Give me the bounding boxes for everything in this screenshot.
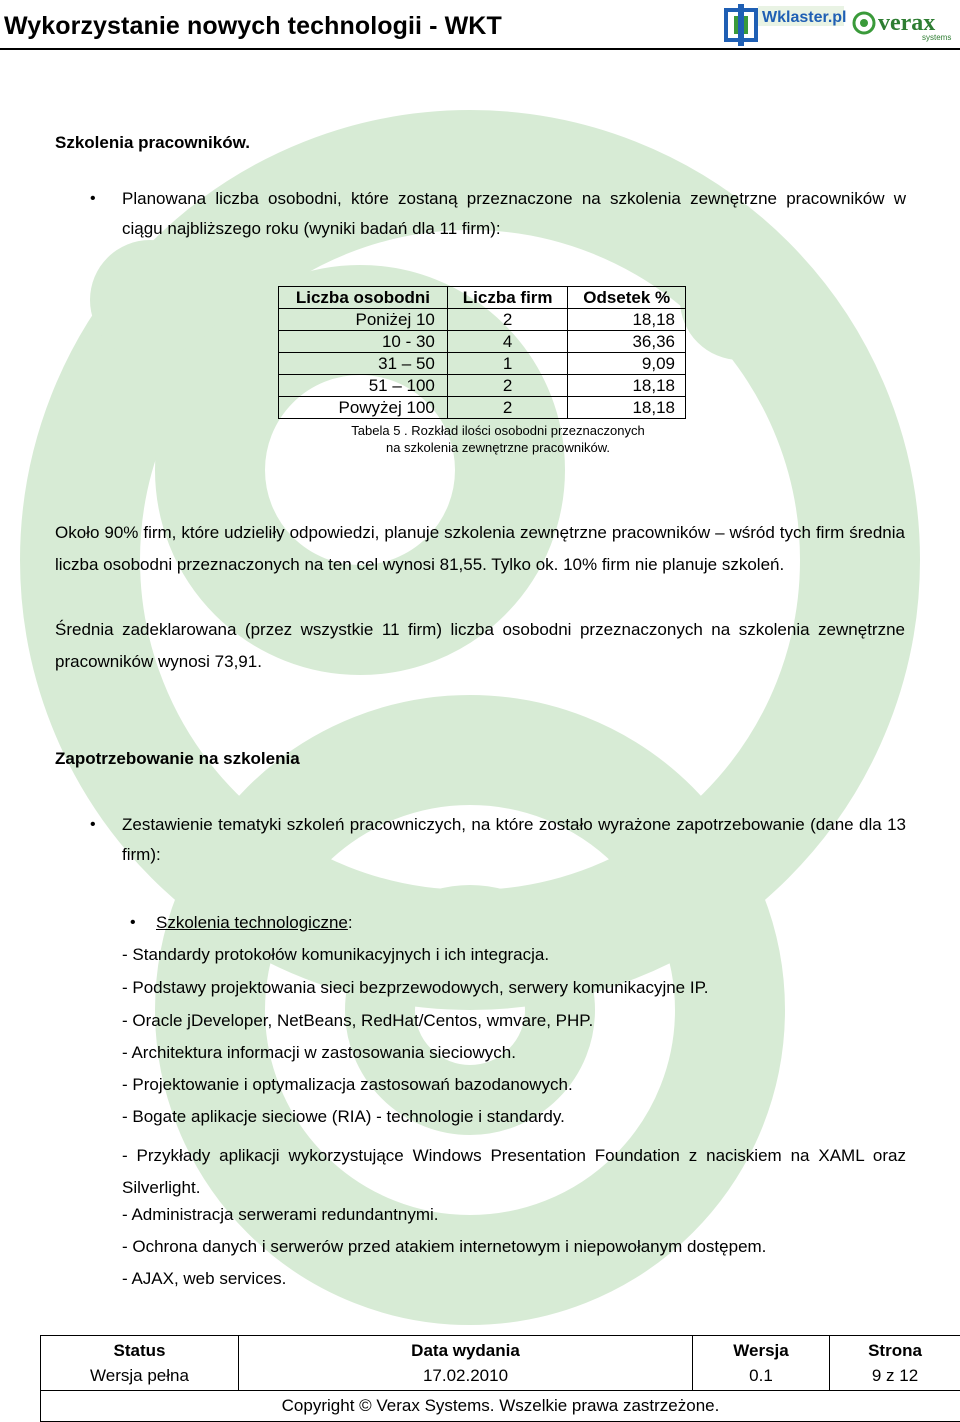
table-caption-line: Tabela 5 . Rozkład ilości osobodni przeznaczonych [278,422,718,439]
footer-version-label: Wersja [733,1341,788,1360]
footer-page-cell [830,1336,960,1391]
footer-status-label: Status [114,1341,166,1360]
footer-table [40,1335,960,1422]
bullet-icon: • [90,816,96,834]
footer-status-value: Wersja pełna [90,1366,189,1385]
table-caption-line: na szkolenia zewnętrzne pracowników. [278,439,718,456]
verax-logo-sub: systems [922,33,951,42]
table-header-cell: Liczba osobodni [279,287,448,309]
footer-date-label: Data wydania [411,1341,520,1360]
bullet-text-topics: Zestawienie tematyki szkoleń pracowniczych, na które zostało wyrażone zapotrzebowanie (dane dla 13 firm): [122,810,906,870]
page-title: Wykorzystanie nowych technologii - WKT [4,12,502,41]
list-item: - Architektura informacji w zastosowania sieciowych. [122,1043,516,1063]
list-item: - Podstawy projektowania sieci bezprzewodowych, serwery komunikacyjne IP. [122,978,708,998]
section-title-training: Szkolenia pracowników. [55,133,250,153]
footer-copyright-row [41,1391,960,1422]
table-caption [278,422,718,456]
table-row [279,375,686,397]
table-cell: 31 – 50 [279,353,448,375]
footer-status-cell [41,1336,239,1391]
list-item: - Oracle jDeveloper, NetBeans, RedHat/Centos, wmvare, PHP. [122,1011,593,1031]
footer-page-label: Strona [868,1341,922,1360]
paragraph-summary: Około 90% firm, które udzieliły odpowiedzi, planuje szkolenia zewnętrzne pracowników – wśród tych firm średnia liczba osobodni przeznaczonych na ten cel wynosi 81,55. Tylko ok. 10% firm nie planuje szkoleń. [55,517,905,581]
table-cell: 18,18 [568,375,686,397]
header-divider [0,48,960,50]
verax-logo [852,8,956,42]
section-title-needs: Zapotrzebowanie na szkolenia [55,749,300,769]
wklaster-logo-text: Wklaster.pl [762,9,846,26]
sub-bullet [156,913,353,933]
footer-page-value: 9 z 12 [872,1366,918,1385]
table-row [279,397,686,419]
list-item: - Standardy protokołów komunikacyjnych i ich integracja. [122,945,549,965]
sub-bullet-label: Szkolenia technologiczne [156,913,348,932]
table-header-cell: Liczba firm [447,287,568,309]
verax-logo-text: verax [878,10,935,36]
footer-date-value: 17.02.2010 [423,1366,508,1385]
footer-version-value: 0.1 [749,1366,773,1385]
table-header-cell: Odsetek % [568,287,686,309]
table-row [279,309,686,331]
list-item: - Projektowanie i optymalizacja zastosowań bazodanowych. [122,1075,573,1095]
table-cell: 18,18 [568,309,686,331]
bullet-icon: • [130,914,136,932]
footer-meta-row [41,1336,960,1391]
table-cell: 4 [447,331,568,353]
bullet-icon: • [90,190,96,208]
table-cell: 2 [447,309,568,331]
table-cell: 18,18 [568,397,686,419]
table-cell: Poniżej 10 [279,309,448,331]
table-training-days [278,286,686,419]
table-row [279,331,686,353]
paragraph-average: Średnia zadeklarowana (przez wszystkie 11 firm) liczba osobodni przeznaczonych na szkolenia zewnętrzne pracowników wynosi 73,91. [55,614,905,678]
footer-version-cell [693,1336,830,1391]
table-cell: 9,09 [568,353,686,375]
sub-bullet-colon: : [348,913,353,932]
list-item: - Bogate aplikacje sieciowe (RIA) - technologie i standardy. [122,1107,565,1127]
table-cell: 51 – 100 [279,375,448,397]
footer-date-cell [239,1336,693,1391]
table-row [279,353,686,375]
table-cell: 2 [447,375,568,397]
table-cell: 1 [447,353,568,375]
list-item: - Ochrona danych i serwerów przed atakiem internetowym i niepowołanym dostępem. [122,1237,766,1257]
list-item: - AJAX, web services. [122,1269,286,1289]
list-item: - Przykłady aplikacji wykorzystujące Windows Presentation Foundation z naciskiem na XAML oraz Silverlight. [122,1140,906,1204]
footer-copyright: Copyright © Verax Systems. Wszelkie prawa zastrzeżone. [41,1391,960,1422]
table-cell: 2 [447,397,568,419]
table-header-row [279,287,686,309]
table-cell: 36,36 [568,331,686,353]
table-cell: 10 - 30 [279,331,448,353]
wklaster-logo [724,4,846,46]
table-cell: Powyżej 100 [279,397,448,419]
list-item: - Administracja serwerami redundantnymi. [122,1205,439,1225]
bullet-text-planned-days: Planowana liczba osobodni, które zostaną przeznaczone na szkolenia zewnętrzne pracowników w ciągu najbliższego roku (wyniki badań dla 11 firm): [122,184,906,244]
